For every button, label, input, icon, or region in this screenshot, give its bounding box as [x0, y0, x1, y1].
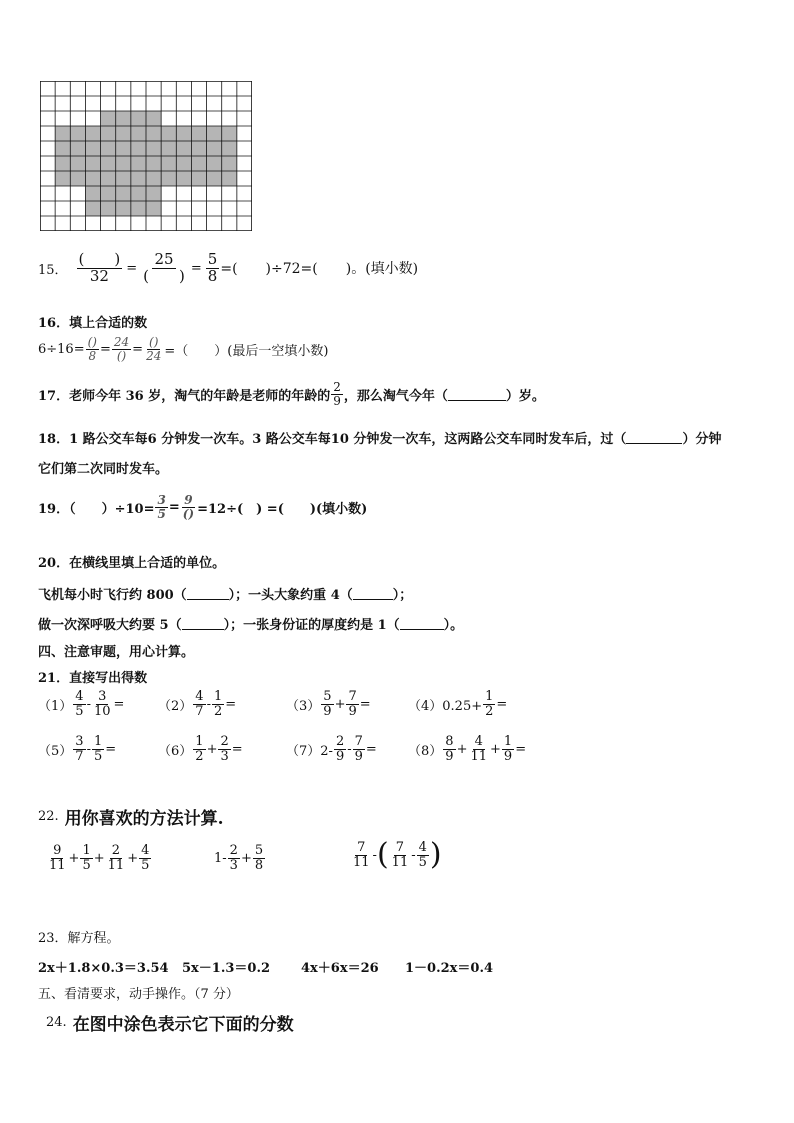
q21-item-label: （5）: [38, 743, 73, 759]
q23-title: 23．解方程。: [38, 931, 120, 946]
fraction: $\frac{1}{2}$: [195, 734, 204, 764]
question-19: 19．（ ）÷10= $\frac{3}{5}$ = $\frac{9}{()}$ =12÷( ) =( )(填小数): [38, 493, 368, 521]
operator: -: [86, 696, 91, 712]
q17-answer-blank[interactable]: [448, 388, 506, 401]
operator: +: [240, 850, 252, 866]
operator: +: [206, 741, 218, 757]
grid-shaded-cell[interactable]: [101, 111, 116, 126]
question-18-line2: 它们第二次同时发车。: [38, 462, 169, 477]
grid-shaded-cell[interactable]: [146, 156, 161, 171]
q22-heading: 22. 用你喜欢的方法计算.: [38, 809, 224, 829]
grid-shaded-cell[interactable]: [146, 171, 161, 186]
grid-shaded-cell[interactable]: [101, 201, 116, 216]
grid-shaded-cell[interactable]: [101, 171, 116, 186]
fraction: $\frac{1}{2}$: [485, 689, 494, 719]
grid-shaded-cell[interactable]: [161, 126, 176, 141]
grid-shaded-cell[interactable]: [85, 201, 100, 216]
q20-blank-3[interactable]: [182, 617, 224, 630]
q21-item-label: （4）0.25+: [408, 698, 483, 714]
q23-eq-1: 2x＋1.8×0.3＝3.54: [38, 961, 169, 976]
operator: =: [365, 741, 377, 757]
q23-eq-3: 4x＋6x＝26: [301, 961, 379, 976]
q19-fraction-2: $\frac{9}{()}$: [182, 493, 195, 521]
grid-shaded-cell[interactable]: [176, 141, 191, 156]
q20-line2: 做一次深呼吸大约要 5（ ）；一张身份证的厚度约是 1（ ）。: [38, 618, 464, 633]
grid-shaded-cell[interactable]: [70, 126, 85, 141]
q18-answer-blank[interactable]: [626, 431, 682, 444]
fraction: $\frac{1}{9}$: [503, 734, 513, 764]
grid-shaded-cell[interactable]: [55, 156, 70, 171]
grid-shaded-cell[interactable]: [101, 156, 116, 171]
fraction: $\frac{2}{3}$: [229, 843, 238, 873]
grid-shaded-cell[interactable]: [161, 171, 176, 186]
q16-title: 16．填上合适的数: [38, 316, 148, 331]
operator: =: [231, 741, 243, 757]
grid-shaded-cell[interactable]: [131, 171, 146, 186]
operator: =: [359, 696, 371, 712]
fraction: $\frac{4}{5}$: [141, 843, 150, 873]
grid-shaded-cell[interactable]: [70, 156, 85, 171]
q24-heading: 24. 在图中涂色表示它下面的分数: [46, 1015, 294, 1035]
fraction: $\frac{2}{11}$: [107, 843, 125, 873]
grid-shaded-cell[interactable]: [191, 141, 206, 156]
fraction: $\frac{2}{9}$: [335, 734, 345, 764]
q21-title: 21．直接写出得数: [38, 671, 148, 686]
grid-shaded-cell[interactable]: [116, 186, 131, 201]
fraction: $\frac{1}{2}$: [213, 689, 223, 719]
operator: =: [105, 741, 117, 757]
q19-fraction-1: $\frac{3}{5}$: [157, 493, 166, 521]
q16-fraction-2: $\frac{24}{()}$: [113, 335, 130, 363]
grid-shaded-cell[interactable]: [131, 156, 146, 171]
operator: +: [490, 741, 501, 757]
fraction: $\frac{5}{9}$: [323, 689, 332, 719]
q21-item-4: [408, 690, 507, 718]
grid-shaded-cell[interactable]: [116, 111, 131, 126]
grid-shaded-cell[interactable]: [131, 186, 146, 201]
grid-shaded-cell[interactable]: [70, 171, 85, 186]
grid-shaded-cell[interactable]: [55, 141, 70, 156]
grid-shaded-cell[interactable]: [222, 156, 237, 171]
grid-shaded-cell[interactable]: [131, 201, 146, 216]
question-15: 15． $\frac{( )}{32}$ = $\frac{25}{( )}$ = $\frac{5}{8}$ =( )÷72=( )。(填小数): [38, 250, 419, 285]
grid-shaded-cell[interactable]: [116, 156, 131, 171]
q22-expression-3: $\frac{7}{11}$ - ( $\frac{7}{11}$ - $\frac{4}{5}$ ): [353, 837, 442, 872]
section-5-heading: 五、看清要求，动手操作。（7 分）: [38, 987, 239, 1002]
question-17: 17．老师今年 36 岁，淘气的年龄是老师的年龄的 $\frac{2}{9}$ ，那么淘气今年（ ）岁。: [38, 380, 545, 408]
q21-item-7: [286, 735, 377, 763]
fraction: $\frac{4}{11}$: [470, 734, 488, 764]
grid-shaded-cell[interactable]: [146, 186, 161, 201]
q21-item-2: [158, 690, 236, 718]
q20-blank-2[interactable]: [353, 587, 393, 600]
grid-shaded-cell[interactable]: [207, 141, 222, 156]
grid-shaded-cell[interactable]: [207, 126, 222, 141]
operator: =: [113, 696, 125, 712]
fraction: $\frac{8}{9}$: [445, 734, 454, 764]
shaded-grid-figure: [40, 81, 252, 231]
grid-shaded-cell[interactable]: [55, 126, 70, 141]
operator: =: [515, 741, 527, 757]
q21-item-8: [408, 735, 526, 763]
q21-item-label: （6）: [158, 743, 193, 759]
grid-shaded-cell[interactable]: [191, 171, 206, 186]
fraction: $\frac{3}{10}$: [93, 689, 111, 719]
grid-shaded-cell[interactable]: [116, 171, 131, 186]
q15-number: 15．: [38, 262, 68, 278]
grid-shaded-cell[interactable]: [207, 171, 222, 186]
grid-shaded-cell[interactable]: [85, 171, 100, 186]
grid-shaded-cell[interactable]: [116, 141, 131, 156]
grid-shaded-cell[interactable]: [116, 201, 131, 216]
question-16-line: 6÷16= $\frac{()}{8}$ = $\frac{24}{()}$ = $\frac{()}{24}$ =（ ）(最后一空填小数): [38, 335, 329, 363]
grid-shaded-cell[interactable]: [191, 126, 206, 141]
grid-shaded-cell[interactable]: [222, 126, 237, 141]
fraction: $\frac{7}{9}$: [348, 689, 357, 719]
grid-shaded-cell[interactable]: [85, 156, 100, 171]
grid-shaded-cell[interactable]: [146, 201, 161, 216]
q23-eq-2: 5x－1.3＝0.2: [182, 961, 271, 976]
grid-shaded-cell[interactable]: [131, 141, 146, 156]
operator: +: [456, 741, 468, 757]
fraction: $\frac{5}{8}$: [254, 843, 264, 873]
q21-item-label: （2）: [158, 698, 193, 714]
grid-shaded-cell[interactable]: [101, 141, 116, 156]
operator: -: [347, 741, 352, 757]
q21-item-label: （1）: [38, 698, 73, 714]
operator: =: [225, 696, 237, 712]
grid-shaded-cell[interactable]: [176, 156, 191, 171]
grid-shaded-cell[interactable]: [191, 156, 206, 171]
grid-shaded-cell[interactable]: [116, 126, 131, 141]
grid-shaded-cell[interactable]: [85, 186, 100, 201]
fraction: $\frac{1}{5}$: [93, 734, 103, 764]
operator: +: [93, 850, 105, 866]
operator: +: [68, 850, 80, 866]
grid-shaded-cell[interactable]: [131, 126, 146, 141]
operator: -: [86, 741, 91, 757]
q15-fraction-2: $\frac{25}{( )}$: [143, 250, 185, 285]
q21-item-6: [158, 735, 243, 763]
grid-shaded-cell[interactable]: [101, 186, 116, 201]
section-4-heading: 四、注意审题，用心计算。: [38, 645, 195, 660]
grid-shaded-cell[interactable]: [146, 126, 161, 141]
q15-fraction-1: $\frac{( )}{32}$: [78, 250, 121, 285]
grid-shaded-cell[interactable]: [131, 111, 146, 126]
grid-shaded-cell[interactable]: [222, 171, 237, 186]
fraction: $\frac{4}{5}$: [75, 689, 84, 719]
question-18-line1: 18．1 路公交车每6 分钟发一次车。3 路公交车每10 分钟发一次车，这两路公交车同时发车后，过（ ）分钟: [38, 432, 722, 447]
operator: -: [206, 696, 211, 712]
fraction: $\frac{9}{11}$: [49, 843, 66, 873]
operator: =: [496, 696, 508, 712]
q20-title: 20．在横线里填上合适的单位。: [38, 556, 226, 571]
grid-shaded-cell[interactable]: [85, 126, 100, 141]
fraction: $\frac{7}{9}$: [354, 734, 363, 764]
q23-eq-4: 1－0.2x＝0.4: [405, 961, 494, 976]
q20-line1: 飞机每小时飞行约 800（ ）；一头大象约重 4（ ）；: [38, 588, 413, 603]
grid-shaded-cell[interactable]: [161, 156, 176, 171]
grid-shaded-cell[interactable]: [207, 156, 222, 171]
q21-item-label: （3）: [286, 698, 321, 714]
fraction: $\frac{4}{7}$: [195, 689, 204, 719]
grid-shaded-cell[interactable]: [176, 171, 191, 186]
q17-fraction: $\frac{2}{9}$: [333, 380, 341, 408]
q20-blank-4[interactable]: [400, 617, 444, 630]
q21-item-1: [38, 690, 124, 718]
q21-item-3: [286, 690, 371, 718]
q15-tail: =( )÷72=( )。(填小数): [220, 261, 419, 278]
grid-shaded-cell[interactable]: [146, 141, 161, 156]
q22-expression-1: [46, 844, 152, 872]
q15-fraction-3: $\frac{5}{8}$: [207, 250, 218, 285]
fraction: $\frac{3}{7}$: [75, 734, 84, 764]
grid-shaded-cell[interactable]: [101, 126, 116, 141]
q16-fraction-3: $\frac{()}{24}$: [146, 335, 162, 363]
grid-shaded-cell[interactable]: [146, 111, 161, 126]
q22-expression-2: 1- $\frac{2}{3}$ + $\frac{5}{8}$: [214, 843, 264, 873]
grid-shaded-cell[interactable]: [176, 126, 191, 141]
q20-blank-1[interactable]: [187, 587, 229, 600]
q16-fraction-1: $\frac{()}{8}$: [87, 335, 97, 363]
q21-item-5: [38, 735, 116, 763]
grid-shaded-cell[interactable]: [161, 141, 176, 156]
q21-item-label: （8）: [408, 743, 443, 759]
grid-shaded-cell[interactable]: [85, 141, 100, 156]
q21-item-label: （7）2-: [286, 743, 333, 759]
grid-shaded-cell[interactable]: [55, 171, 70, 186]
operator: +: [127, 850, 139, 866]
fraction: $\frac{2}{3}$: [220, 734, 229, 764]
operator: +: [334, 696, 346, 712]
grid-shaded-cell[interactable]: [70, 141, 85, 156]
grid-shaded-cell[interactable]: [222, 141, 237, 156]
fraction: $\frac{1}{5}$: [82, 843, 91, 873]
